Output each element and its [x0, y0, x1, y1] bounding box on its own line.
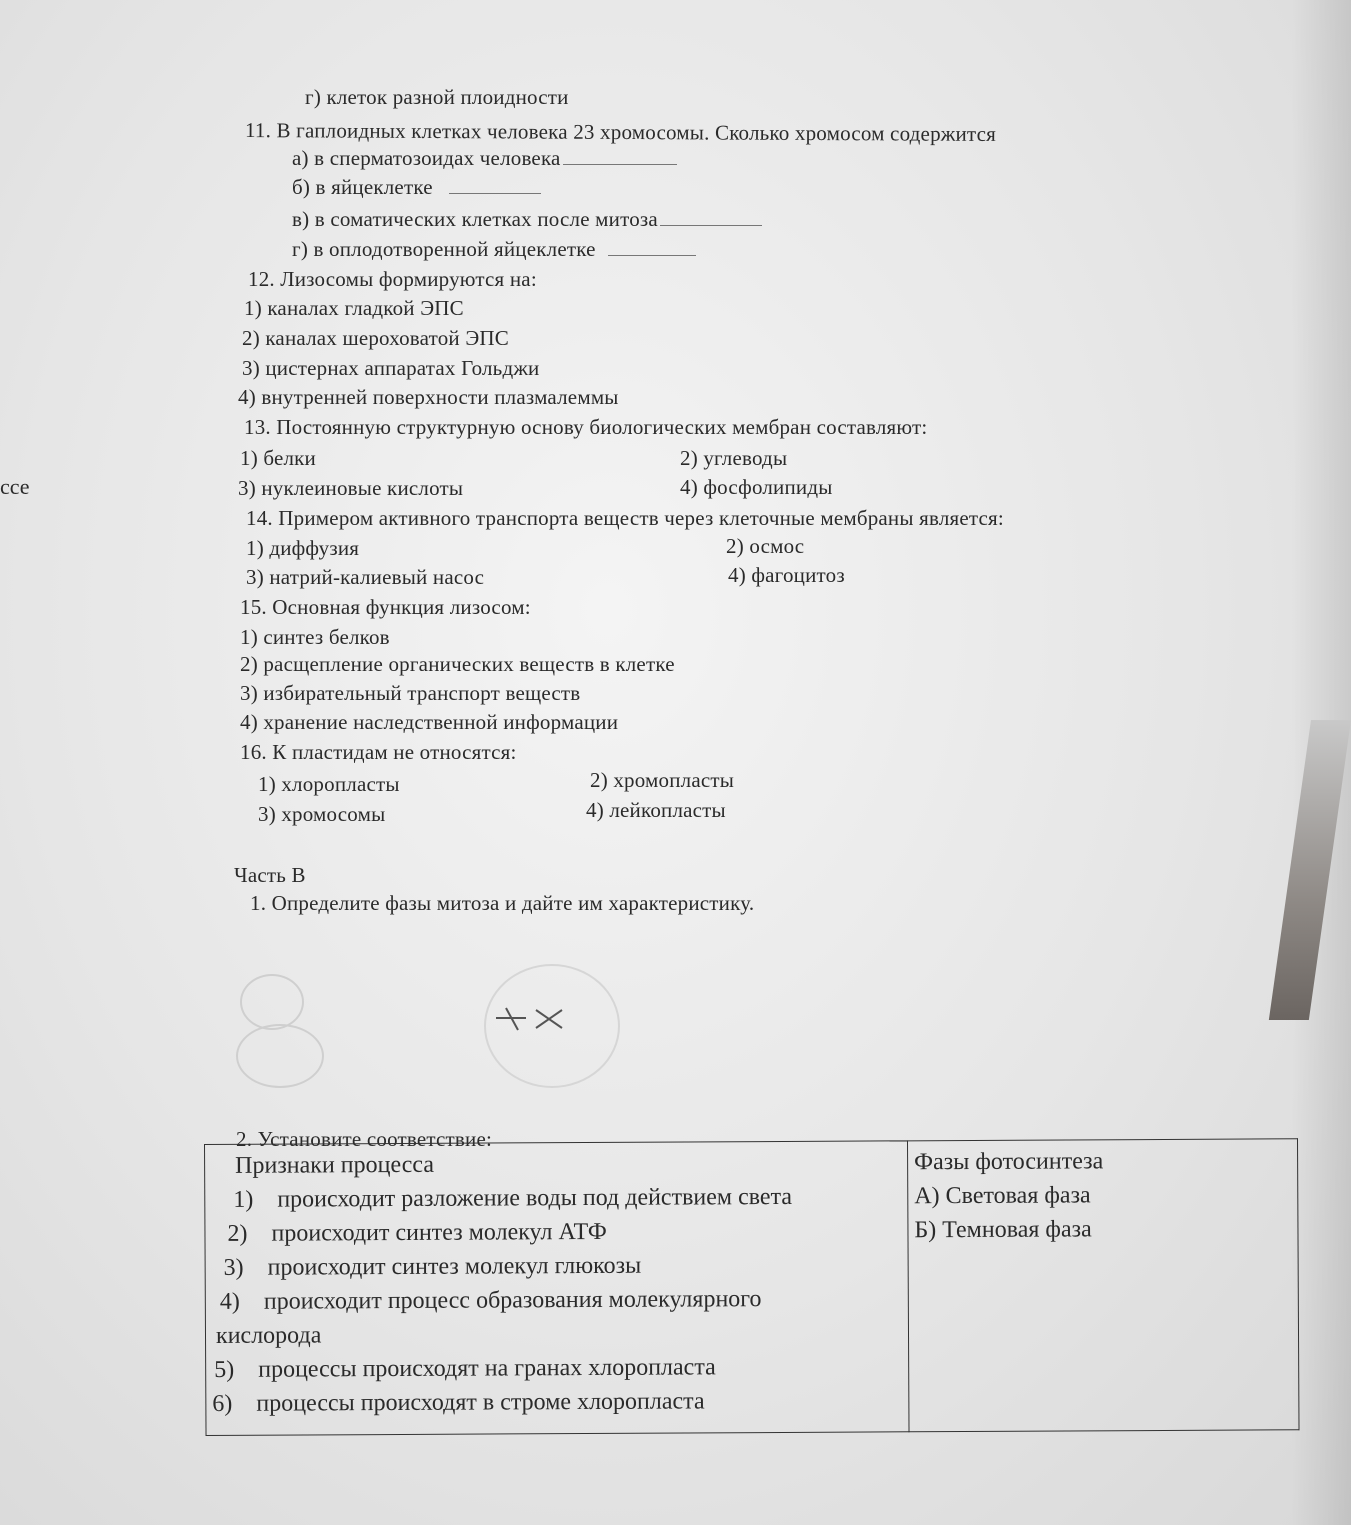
q15-option-1: 1) синтез белков	[240, 625, 390, 649]
feature-3: 3) происходит синтез молекул глюкозы	[223, 1252, 642, 1281]
question-11: 11. В гаплоидных клетках человека 23 хромосомы. Сколько хромосом содержится	[244, 118, 997, 146]
q16-option-3: 3) хромосомы	[258, 802, 386, 826]
q13-option-2: 2) углеводы	[680, 446, 788, 470]
q11-option-b: б) в яйцеклетке	[292, 174, 541, 200]
mitosis-figures	[230, 960, 630, 1090]
part-b-task-1: 1. Определите фазы митоза и дайте им характеристику.	[250, 891, 755, 915]
q12-option-3: 3) цистернах аппаратах Гольджи	[242, 356, 540, 380]
question-14: 14. Примером активного транспорта веществ через клеточные мембраны является:	[246, 506, 1004, 530]
q14-option-3: 3) натрий-калиевый насос	[246, 565, 485, 589]
q12-option-4: 4) внутренней поверхности плазмалеммы	[238, 385, 619, 409]
feature-4: 4) происходит процесс образования молекулярного	[219, 1286, 762, 1315]
feature-1: 1) происходит разложение воды под действием света	[233, 1183, 793, 1213]
process-features-cell	[205, 1141, 910, 1436]
part-b-title: Часть В	[234, 863, 306, 887]
q12-option-2: 2) каналах шероховатой ЭПС	[242, 326, 509, 350]
feature-2: 2) происходит синтез молекул АТФ	[227, 1218, 607, 1247]
q16-option-1: 1) хлоропласты	[258, 772, 400, 796]
photosynthesis-phases-header: Фазы фотосинтеза	[914, 1148, 1104, 1176]
phase-dark: Б) Темновая фаза	[914, 1216, 1092, 1244]
q16-option-2: 2) хромопласты	[590, 768, 735, 792]
feature-6: 6) процессы происходят в строме хлоропласта	[212, 1388, 705, 1417]
question-12: 12. Лизосомы формируются на:	[248, 267, 537, 291]
q13-option-3: 3) нуклеиновые кислоты	[238, 476, 464, 500]
q11-option-v: в) в соматических клетках после митоза	[292, 206, 762, 232]
feature-5: 5) процессы происходят на гранах хлоропласта	[214, 1354, 716, 1383]
q11-option-g: г) в оплодотворенной яйцеклетке	[292, 236, 696, 262]
chromosome-sketch-icon	[492, 1004, 572, 1038]
q14-option-2: 2) осмос	[726, 534, 805, 558]
cell-sketch-bottom	[236, 1024, 324, 1088]
q12-option-1: 1) каналах гладкой ЭПС	[244, 296, 464, 320]
q16-option-4: 4) лейкопласты	[586, 798, 726, 822]
left-page-fragment: ссе	[0, 474, 30, 499]
photosynthesis-phases-cell	[907, 1139, 1299, 1432]
q14-option-1: 1) диффузия	[246, 536, 360, 560]
question-13: 13. Постоянную структурную основу биологических мембран составляют:	[244, 415, 928, 439]
q15-option-4: 4) хранение наследственной информации	[240, 710, 619, 734]
q10-option-g: г) клеток разной плоидности	[305, 85, 569, 109]
feature-4-continued: кислорода	[215, 1322, 322, 1349]
question-16: 16. К пластидам не относятся:	[240, 740, 517, 764]
q14-option-4: 4) фагоцитоз	[728, 563, 845, 587]
cell-sketch-top	[240, 974, 304, 1030]
process-features-header: Признаки процесса	[235, 1151, 435, 1179]
q15-option-2: 2) расщепление органических веществ в клетке	[240, 652, 675, 676]
part-b-task-2: 2. Установите соответствие:	[236, 1127, 493, 1151]
q13-option-4: 4) фосфолипиды	[680, 475, 833, 499]
q13-option-1: 1) белки	[240, 446, 316, 470]
q15-option-3: 3) избирательный транспорт веществ	[240, 681, 581, 705]
q11-option-a: а) в сперматозоидах человека	[292, 145, 677, 171]
question-15: 15. Основная функция лизосом:	[240, 595, 531, 619]
matching-table	[204, 1138, 1300, 1436]
phase-light: А) Световая фаза	[914, 1182, 1091, 1210]
